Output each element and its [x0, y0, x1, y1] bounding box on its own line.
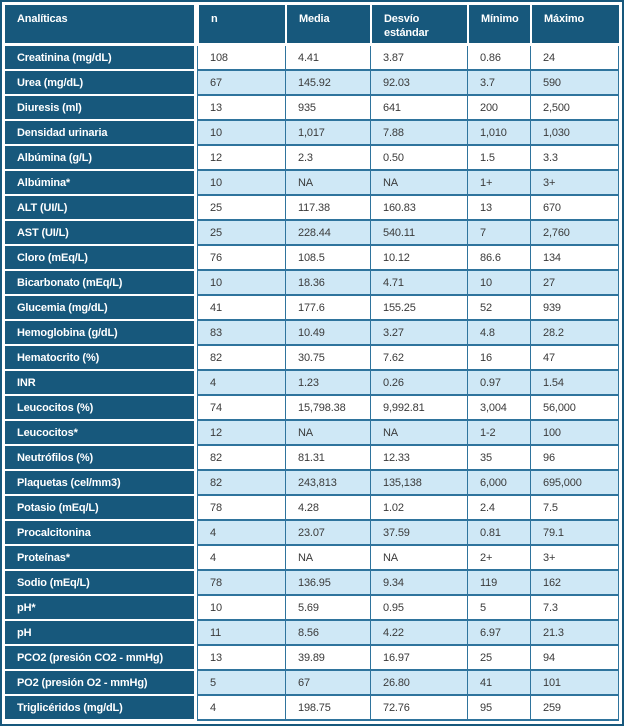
data-cell: 135,138	[370, 471, 467, 496]
data-cell: 24	[530, 46, 619, 71]
data-cell: 39.89	[285, 646, 370, 671]
data-cell: 35	[467, 446, 530, 471]
data-cell: 243,813	[285, 471, 370, 496]
data-cell: 2+	[467, 546, 530, 571]
data-cell: 0.81	[467, 521, 530, 546]
data-cell: 4	[197, 371, 285, 396]
row-label: AST (UI/L)	[5, 221, 197, 246]
data-cell: 259	[530, 696, 619, 721]
data-cell: 5.69	[285, 596, 370, 621]
data-cell: 67	[197, 71, 285, 96]
data-cell: 13	[467, 196, 530, 221]
data-cell: 6,000	[467, 471, 530, 496]
data-cell: 23.07	[285, 521, 370, 546]
row-label: Diuresis (ml)	[5, 96, 197, 121]
data-cell: 37.59	[370, 521, 467, 546]
data-cell: 145.92	[285, 71, 370, 96]
data-cell: NA	[370, 546, 467, 571]
data-cell: 0.97	[467, 371, 530, 396]
row-label: pH	[5, 621, 197, 646]
data-cell: 4.71	[370, 271, 467, 296]
data-cell: 83	[197, 321, 285, 346]
data-cell: 4.8	[467, 321, 530, 346]
data-cell: 108.5	[285, 246, 370, 271]
data-cell: 3.27	[370, 321, 467, 346]
data-cell: 3.87	[370, 46, 467, 71]
data-cell: 41	[197, 296, 285, 321]
column-header: Desvío estándar	[370, 5, 467, 46]
data-cell: 3.3	[530, 146, 619, 171]
data-cell: 2.4	[467, 496, 530, 521]
data-cell: 79.1	[530, 521, 619, 546]
data-cell: 95	[467, 696, 530, 721]
row-label: ALT (UI/L)	[5, 196, 197, 221]
column-header: n	[197, 5, 285, 46]
data-cell: 41	[467, 671, 530, 696]
data-cell: 1.54	[530, 371, 619, 396]
data-cell: 67	[285, 671, 370, 696]
data-cell: 1,030	[530, 121, 619, 146]
data-cell: NA	[370, 421, 467, 446]
data-cell: 2.3	[285, 146, 370, 171]
row-label: Potasio (mEq/L)	[5, 496, 197, 521]
row-label: Procalcitonina	[5, 521, 197, 546]
data-cell: 10	[197, 171, 285, 196]
row-label: Creatinina (mg/dL)	[5, 46, 197, 71]
data-cell: 30.75	[285, 346, 370, 371]
data-cell: 13	[197, 96, 285, 121]
data-cell: 5	[197, 671, 285, 696]
data-cell: 4.41	[285, 46, 370, 71]
row-label: Proteínas*	[5, 546, 197, 571]
data-cell: 9,992.81	[370, 396, 467, 421]
data-cell: 177.6	[285, 296, 370, 321]
row-label: PO2 (presión O2 - mmHg)	[5, 671, 197, 696]
data-cell: 28.2	[530, 321, 619, 346]
data-cell: 0.50	[370, 146, 467, 171]
data-cell: 590	[530, 71, 619, 96]
row-label: Bicarbonato (mEq/L)	[5, 271, 197, 296]
data-cell: 4	[197, 696, 285, 721]
data-cell: 26.80	[370, 671, 467, 696]
data-cell: 3+	[530, 171, 619, 196]
row-label: Albúmina*	[5, 171, 197, 196]
row-label: Plaquetas (cel/mm3)	[5, 471, 197, 496]
data-cell: 0.26	[370, 371, 467, 396]
column-header: Analíticas	[5, 5, 197, 46]
row-label: Leucocitos (%)	[5, 396, 197, 421]
data-cell: 47	[530, 346, 619, 371]
data-cell: 228.44	[285, 221, 370, 246]
data-cell: 7.3	[530, 596, 619, 621]
data-cell: 1.23	[285, 371, 370, 396]
data-cell: NA	[285, 546, 370, 571]
data-cell: 7.88	[370, 121, 467, 146]
data-cell: 25	[197, 221, 285, 246]
row-label: pH*	[5, 596, 197, 621]
data-cell: 935	[285, 96, 370, 121]
data-cell: 7.62	[370, 346, 467, 371]
data-cell: 86.6	[467, 246, 530, 271]
data-cell: 52	[467, 296, 530, 321]
data-cell: 5	[467, 596, 530, 621]
data-cell: 939	[530, 296, 619, 321]
data-cell: 1,010	[467, 121, 530, 146]
row-label: Hemoglobina (g/dL)	[5, 321, 197, 346]
data-cell: 695,000	[530, 471, 619, 496]
data-cell: 27	[530, 271, 619, 296]
data-cell: 92.03	[370, 71, 467, 96]
data-cell: 1,017	[285, 121, 370, 146]
data-cell: 3.7	[467, 71, 530, 96]
data-cell: 6.97	[467, 621, 530, 646]
row-label: INR	[5, 371, 197, 396]
row-label: Triglicéridos (mg/dL)	[5, 696, 197, 721]
data-cell: 108	[197, 46, 285, 71]
data-cell: 12.33	[370, 446, 467, 471]
row-label: Hematocrito (%)	[5, 346, 197, 371]
data-cell: 13	[197, 646, 285, 671]
data-cell: 16.97	[370, 646, 467, 671]
data-cell: 81.31	[285, 446, 370, 471]
data-cell: 78	[197, 496, 285, 521]
data-cell: 25	[467, 646, 530, 671]
data-cell: 136.95	[285, 571, 370, 596]
data-cell: 2,500	[530, 96, 619, 121]
table-grid	[5, 5, 619, 721]
column-header: Mínimo	[467, 5, 530, 46]
data-cell: 82	[197, 346, 285, 371]
data-cell: 200	[467, 96, 530, 121]
data-cell: 56,000	[530, 396, 619, 421]
data-cell: 18.36	[285, 271, 370, 296]
data-cell: 641	[370, 96, 467, 121]
data-cell: 1-2	[467, 421, 530, 446]
data-cell: 134	[530, 246, 619, 271]
data-cell: 117.38	[285, 196, 370, 221]
data-cell: 76	[197, 246, 285, 271]
data-cell: 21.3	[530, 621, 619, 646]
data-cell: 8.56	[285, 621, 370, 646]
data-cell: 12	[197, 146, 285, 171]
data-cell: 119	[467, 571, 530, 596]
data-cell: 25	[197, 196, 285, 221]
data-cell: 101	[530, 671, 619, 696]
data-cell: 4	[197, 546, 285, 571]
data-cell: 82	[197, 446, 285, 471]
data-cell: 15,798.38	[285, 396, 370, 421]
data-cell: 82	[197, 471, 285, 496]
row-label: Leucocitos*	[5, 421, 197, 446]
row-label: Neutrófilos (%)	[5, 446, 197, 471]
data-cell: 72.76	[370, 696, 467, 721]
data-cell: 3,004	[467, 396, 530, 421]
row-label: Sodio (mEq/L)	[5, 571, 197, 596]
data-cell: 100	[530, 421, 619, 446]
data-cell: 78	[197, 571, 285, 596]
data-cell: 10.12	[370, 246, 467, 271]
data-cell: 4	[197, 521, 285, 546]
data-cell: 3+	[530, 546, 619, 571]
data-cell: 1.5	[467, 146, 530, 171]
data-cell: 10	[467, 271, 530, 296]
data-cell: 4.22	[370, 621, 467, 646]
data-cell: 12	[197, 421, 285, 446]
data-cell: 10.49	[285, 321, 370, 346]
column-header: Máximo	[530, 5, 619, 46]
data-cell: 10	[197, 271, 285, 296]
row-label: Albúmina (g/L)	[5, 146, 197, 171]
data-cell: 0.95	[370, 596, 467, 621]
row-label: Cloro (mEq/L)	[5, 246, 197, 271]
data-cell: 160.83	[370, 196, 467, 221]
data-cell: 0.86	[467, 46, 530, 71]
data-cell: 9.34	[370, 571, 467, 596]
data-cell: 11	[197, 621, 285, 646]
data-cell: 670	[530, 196, 619, 221]
data-cell: NA	[285, 171, 370, 196]
column-header: Media	[285, 5, 370, 46]
data-cell: 155.25	[370, 296, 467, 321]
data-cell: 1.02	[370, 496, 467, 521]
data-cell: 7.5	[530, 496, 619, 521]
data-cell: 4.28	[285, 496, 370, 521]
data-cell: 1+	[467, 171, 530, 196]
data-cell: 2,760	[530, 221, 619, 246]
data-cell: NA	[370, 171, 467, 196]
data-cell: 10	[197, 121, 285, 146]
row-label: Glucemia (mg/dL)	[5, 296, 197, 321]
data-cell: 162	[530, 571, 619, 596]
data-cell: 540.11	[370, 221, 467, 246]
row-label: Densidad urinaria	[5, 121, 197, 146]
row-label: Urea (mg/dL)	[5, 71, 197, 96]
data-cell: 16	[467, 346, 530, 371]
data-cell: NA	[285, 421, 370, 446]
data-cell: 96	[530, 446, 619, 471]
data-cell: 74	[197, 396, 285, 421]
row-label: PCO2 (presión CO2 - mmHg)	[5, 646, 197, 671]
data-cell: 94	[530, 646, 619, 671]
data-cell: 198.75	[285, 696, 370, 721]
data-cell: 10	[197, 596, 285, 621]
data-cell: 7	[467, 221, 530, 246]
